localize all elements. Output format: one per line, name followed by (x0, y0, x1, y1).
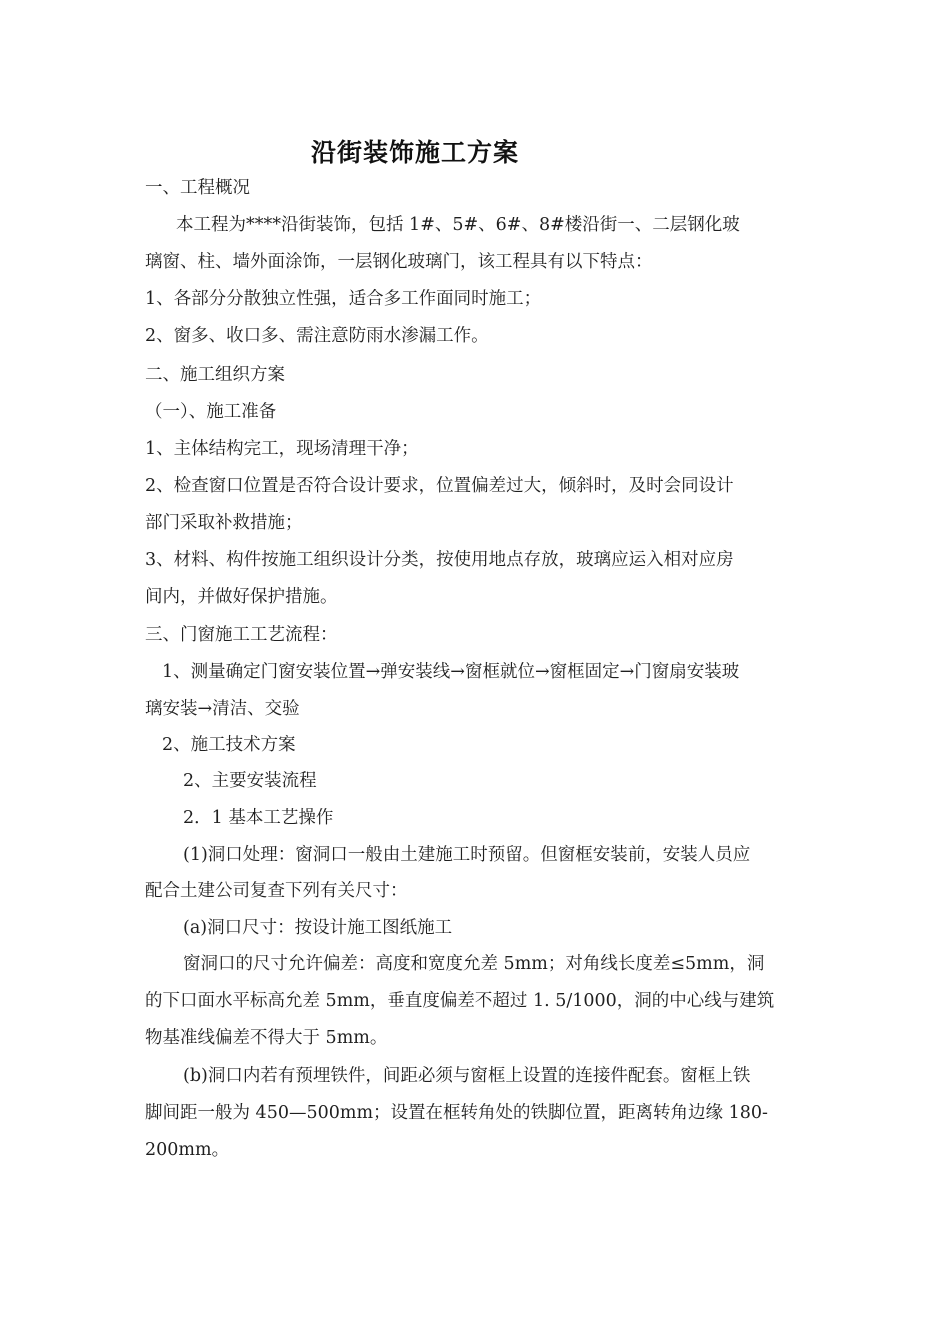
paragraph-line: 本工程为****沿街装饰，包括 1#、5#、6#、8#楼沿街一、二层钢化玻 (176, 215, 740, 235)
list-item: 1、各部分分散独立性强，适合多工作面同时施工； (145, 289, 542, 309)
section-heading-process: 三、门窗施工工艺流程： (145, 625, 338, 645)
paragraph-line: (a)洞口尺寸：按设计施工图纸施工 (183, 918, 453, 938)
paragraph-line: 间内，并做好保护措施。 (145, 587, 338, 607)
document-title: 沿街装饰施工方案 (310, 138, 519, 167)
list-item: 1、主体结构完工，现场清理干净； (145, 439, 419, 459)
list-item: 2、检查窗口位置是否符合设计要求，位置偏差过大，倾斜时，及时会同设计 (145, 476, 734, 496)
subsection-heading: 2．1 基本工艺操作 (183, 808, 334, 828)
paragraph-line: 脚间距一般为 450—500mm；设置在框转角处的铁脚位置，距离转角边缘 180- (145, 1103, 768, 1123)
list-item: 2、窗多、收口多、需注意防雨水渗漏工作。 (145, 326, 489, 346)
paragraph-line: 部门采取补救措施； (145, 513, 303, 533)
paragraph-line: 璃安装→清洁、交验 (145, 699, 300, 719)
subsection-heading-preparation: （一）、施工准备 (145, 402, 277, 422)
section-heading-overview: 一、工程概况 (145, 178, 250, 198)
list-item: 2、施工技术方案 (162, 735, 296, 755)
paragraph-line: 窗洞口的尺寸允许偏差：高度和宽度允差 5mm；对角线长度差≤5mm，洞 (183, 954, 765, 974)
list-item: 1、测量确定门窗安装位置→弹安装线→窗框就位→窗框固定→门窗扇安装玻 (162, 662, 740, 682)
section-heading-organization: 二、施工组织方案 (145, 365, 285, 385)
paragraph-line: (b)洞口内若有预埋铁件，间距必须与窗框上设置的连接件配套。窗框上铁 (183, 1066, 751, 1086)
paragraph-line: 物基准线偏差不得大于 5mm。 (145, 1028, 388, 1048)
paragraph-line: 配合土建公司复查下列有关尺寸： (145, 881, 408, 901)
paragraph-line: 的下口面水平标高允差 5mm，垂直度偏差不超过 1. 5/1000，洞的中心线与建筑 (145, 991, 775, 1011)
paragraph-line: 200mm。 (145, 1140, 230, 1160)
paragraph-line: 璃窗、柱、墙外面涂饰，一层钢化玻璃门，该工程具有以下特点： (145, 252, 653, 272)
list-item: 3、材料、构件按施工组织设计分类，按使用地点存放，玻璃应运入相对应房 (145, 550, 734, 570)
paragraph-line: (1)洞口处理：窗洞口一般由土建施工时预留。但窗框安装前，安装人员应 (183, 845, 751, 865)
list-item: 2、主要安装流程 (183, 771, 317, 791)
